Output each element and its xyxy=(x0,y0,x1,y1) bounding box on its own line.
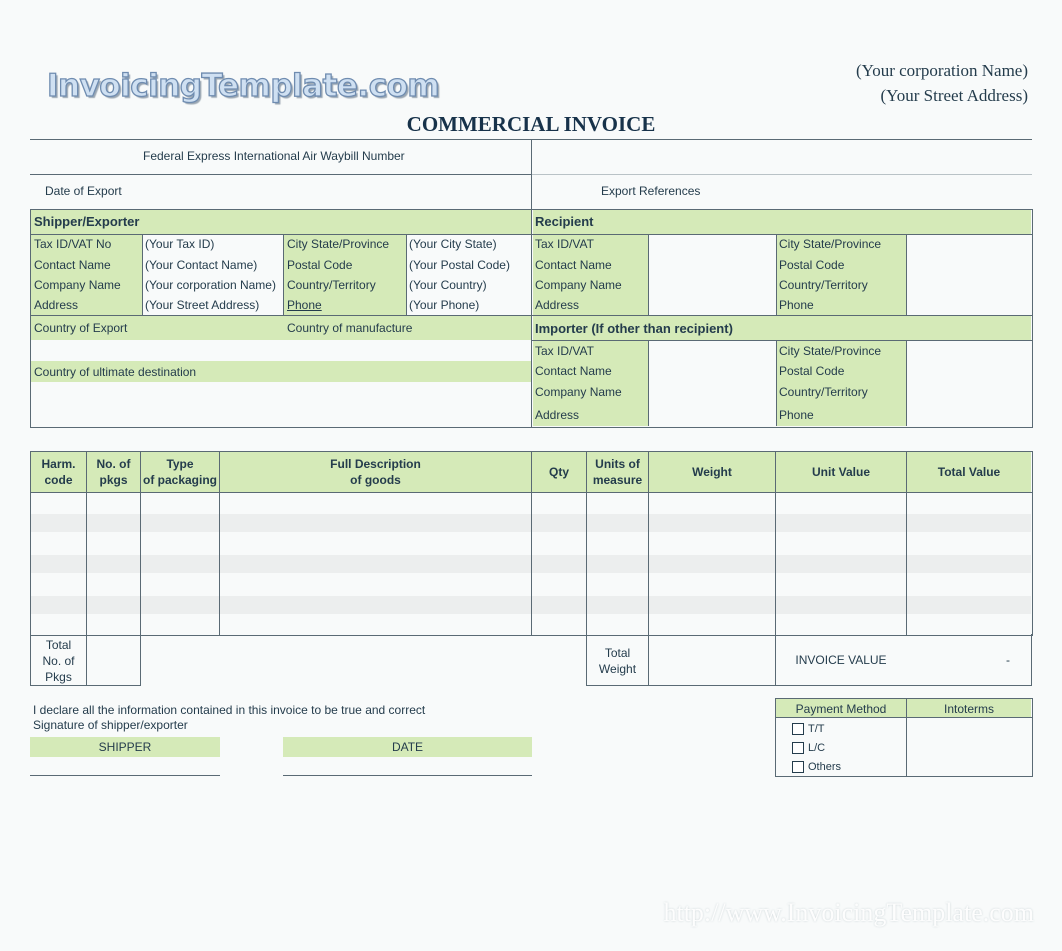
divider xyxy=(586,685,1032,686)
signature-line[interactable] xyxy=(30,775,220,776)
divider xyxy=(906,234,907,315)
signature-label: Signature of shipper/exporter xyxy=(33,718,188,732)
date-of-export-label: Date of Export xyxy=(45,184,122,198)
country-of-manufacture-label: Country of manufacture xyxy=(287,321,413,335)
shipper-label: SHIPPER xyxy=(98,740,152,754)
header-no-of-pkgs: No. of pkgs xyxy=(96,457,131,487)
header-total-value: Total Value xyxy=(937,465,1001,479)
tt-checkbox[interactable] xyxy=(792,723,804,735)
recipient-company-label: Company Name xyxy=(535,278,622,292)
invoice-value-label: INVOICE VALUE xyxy=(795,653,887,667)
intoterms-label: Intoterms xyxy=(943,702,994,716)
recipient-tax-label: Tax ID/VAT xyxy=(535,237,594,251)
date-line[interactable] xyxy=(283,775,532,776)
total-weight-label: Total Weight xyxy=(598,646,637,676)
shipper-contact-label: Contact Name xyxy=(34,258,111,272)
site-logo: InvoicingTemplate.com xyxy=(47,68,440,104)
others-label: Others xyxy=(808,761,842,773)
recipient-country-label: Country/Territory xyxy=(779,278,868,292)
header-units-measure: Units of measure xyxy=(592,457,643,487)
shipper-phone-value[interactable]: (Your Phone) xyxy=(409,298,480,312)
divider xyxy=(648,451,649,685)
divider xyxy=(648,340,649,426)
recipient-postal-label: Postal Code xyxy=(779,258,845,272)
shipper-address-label: Address xyxy=(34,298,79,312)
divider xyxy=(906,340,907,426)
shipper-country-value[interactable]: (Your Country) xyxy=(409,278,487,292)
divider xyxy=(406,234,407,315)
recipient-address-label: Address xyxy=(535,298,580,312)
importer-address-label: Address xyxy=(535,408,580,422)
importer-contact-label: Contact Name xyxy=(535,364,612,378)
declaration-text: I declare all the information contained in this invoice to be true and correct xyxy=(33,703,426,717)
shipper-heading: Shipper/Exporter xyxy=(34,214,140,229)
importer-tax-label: Tax ID/VAT xyxy=(535,344,594,358)
recipient-header-band xyxy=(533,210,1031,234)
importer-phone-label: Phone xyxy=(779,408,814,422)
divider xyxy=(142,234,143,315)
shipper-country-label: Country/Territory xyxy=(287,278,376,292)
shipper-contact-value[interactable]: (Your Contact Name) xyxy=(145,258,258,272)
divider xyxy=(648,234,649,315)
header-qty: Qty xyxy=(548,465,569,479)
date-label: DATE xyxy=(391,740,424,754)
lc-checkbox[interactable] xyxy=(792,742,804,754)
country-of-export-label: Country of Export xyxy=(34,321,128,335)
shipper-address-value[interactable]: (Your Street Address) xyxy=(145,298,260,312)
header-harm-code: Harm. code xyxy=(41,457,76,487)
divider xyxy=(775,451,776,685)
divider xyxy=(775,717,1032,718)
importer-city-label: City State/Province xyxy=(779,344,882,358)
header-unit-value: Unit Value xyxy=(811,465,870,479)
invoice-value-amount: - xyxy=(1006,653,1010,667)
divider xyxy=(283,234,284,315)
shipper-company-value[interactable]: (Your corporation Name) xyxy=(145,278,276,292)
importer-postal-label: Postal Code xyxy=(779,364,845,378)
document-title: COMMERCIAL INVOICE xyxy=(406,112,656,136)
shipper-city-value[interactable]: (Your City State) xyxy=(409,237,497,251)
others-checkbox[interactable] xyxy=(792,761,804,773)
recipient-city-label: City State/Province xyxy=(779,237,882,251)
shipper-company-label: Company Name xyxy=(34,278,121,292)
shipper-city-label: City State/Province xyxy=(287,237,390,251)
header-type-packaging: Type of packaging xyxy=(142,457,217,487)
waybill-label: Federal Express International Air Waybill Number xyxy=(143,149,405,163)
divider xyxy=(776,234,777,315)
tt-label: T/T xyxy=(808,723,825,735)
shipper-tax-value[interactable]: (Your Tax ID) xyxy=(145,237,215,251)
recipient-contact-label: Contact Name xyxy=(535,258,612,272)
shipper-phone-label: Phone xyxy=(287,298,322,312)
watermark: http://www.InvoicingTemplate.com xyxy=(663,898,1034,927)
export-references-label: Export References xyxy=(601,184,701,198)
shipper-postal-label: Postal Code xyxy=(287,258,353,272)
divider xyxy=(776,340,777,426)
ultimate-destination-label: Country of ultimate destination xyxy=(34,365,197,379)
lc-label: L/C xyxy=(808,742,826,754)
total-pkgs-label: Total No. of Pkgs xyxy=(42,638,75,684)
corporation-street: (Your Street Address) xyxy=(880,86,1028,105)
importer-company-label: Company Name xyxy=(535,385,622,399)
header-weight: Weight xyxy=(692,465,732,479)
divider xyxy=(532,174,1032,175)
payment-method-label: Payment Method xyxy=(795,702,887,716)
importer-heading: Importer (If other than recipient) xyxy=(535,321,733,336)
divider xyxy=(30,174,532,175)
shipper-postal-value[interactable]: (Your Postal Code) xyxy=(409,258,510,272)
recipient-heading: Recipient xyxy=(535,214,594,229)
corporation-name: (Your corporation Name) xyxy=(855,61,1028,80)
importer-country-label: Country/Territory xyxy=(779,385,868,399)
shipper-tax-label: Tax ID/VAT No xyxy=(34,237,112,251)
header-description: Full Description of goods xyxy=(330,457,421,487)
divider xyxy=(1031,634,1032,686)
divider xyxy=(30,685,141,686)
recipient-phone-label: Phone xyxy=(779,298,814,312)
